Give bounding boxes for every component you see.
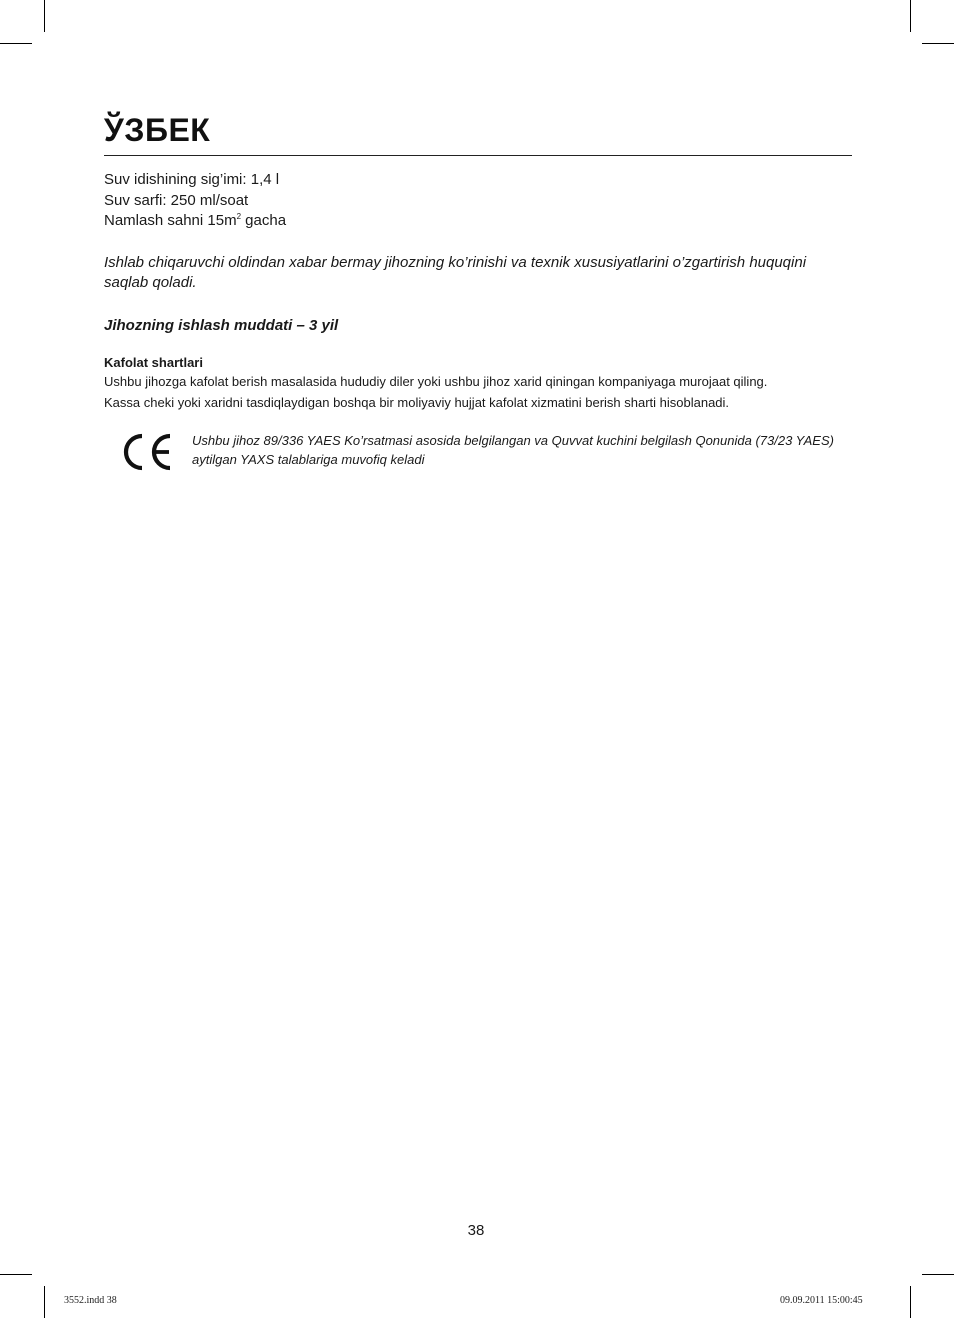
page-number: 38 bbox=[467, 1222, 485, 1239]
crop-mark bbox=[44, 1286, 45, 1318]
crop-mark bbox=[0, 1274, 32, 1275]
warranty-text bbox=[104, 371, 864, 413]
specifications bbox=[104, 170, 286, 232]
spec-humidifying-area bbox=[104, 211, 286, 232]
manufacturer-notice: Ishlab chiqaruvchi oldindan xabar bermay jihozning ko’rinishi va texnik xususiyatlarini o’zgartirish huquqini saqlab qoladi. bbox=[104, 254, 807, 291]
spec-water-consumption: Suv sarfi: 250 ml/soat bbox=[104, 191, 249, 209]
ce-mark-icon bbox=[122, 432, 174, 472]
spec-area-value: Namlash sahni 15m bbox=[104, 212, 237, 229]
crop-mark bbox=[910, 0, 911, 32]
spec-area-superscript: 2 bbox=[236, 212, 242, 221]
crop-mark bbox=[922, 43, 954, 44]
print-slug-file: 3552.indd 38 bbox=[64, 1295, 117, 1306]
title-divider bbox=[104, 155, 852, 156]
crop-mark bbox=[0, 43, 32, 44]
print-slug-date: 09.09.2011 15:00:45 bbox=[780, 1295, 863, 1306]
crop-mark bbox=[922, 1274, 954, 1275]
ce-compliance-text: Ushbu jihoz 89/336 YAES Ko’rsatmasi asosida belgilangan va Quvvat kuchini belgilash Qonunida (73/23 YAES) aytilgan YAXS talablariga muvofiq keladi bbox=[192, 433, 834, 467]
crop-mark bbox=[910, 1286, 911, 1318]
spec-water-tank: Suv idishining sig’imi: 1,4 l bbox=[104, 171, 280, 188]
warranty-line: Kassa cheki yoki xaridni tasdiqlaydigan boshqa bir moliyaviy hujjat kafolat xizmatini berish sharti hisoblanadi. bbox=[104, 395, 730, 410]
warranty-heading: Kafolat shartlari bbox=[104, 355, 203, 370]
page-title: ЎЗБЕК bbox=[104, 112, 211, 148]
warranty-line: Ushbu jihozga kafolat berish masalasida hududiy diler yoki ushbu jihoz xarid qiningan kompaniyaga murojaat qiling. bbox=[104, 374, 768, 389]
crop-mark bbox=[44, 0, 45, 32]
spec-area-suffix: gacha bbox=[241, 212, 287, 229]
service-life: Jihozning ishlash muddati – 3 yil bbox=[104, 317, 339, 334]
